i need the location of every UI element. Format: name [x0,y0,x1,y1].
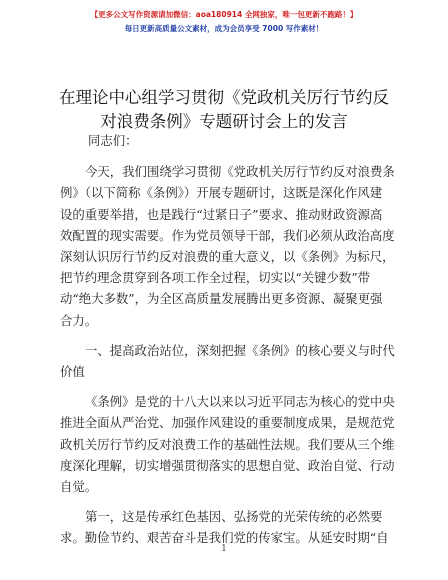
page-number: 1 [221,544,227,554]
text-line: 第一，这是传承红色基因、弘扬党的光荣传统的必然要 [85,509,383,525]
text-line: 《条例》是党的十八大以来以习近平同志为核心的党中央 [85,394,395,410]
text-line: 设的重要举措，也是践行“过紧日子”要求、推动财政资源高 [60,206,383,222]
document-body [60,130,395,558]
text-line: 例》（以下简称《条例》）开展专题研讨，这既是深化作风建 [60,185,383,201]
text-line: 合力。 [60,312,98,328]
text-line: 把节约理念贯穿到各项工作全过程，切实以“关键少数”带 [60,270,371,286]
text-line: 今天，我们围绕学习贯彻《党政机关厉行节约反对浪费条 [85,164,395,180]
title-line-2: 对浪费条例》专题研讨会上的发言 [100,112,348,131]
promo-line-2: 每日更新高质量公文素材，成为会员享受 7000 写作素材！ [124,24,324,33]
text-line: 推进全面从严治党、加强作风建设的重要制度成果，是规范党 [60,415,395,431]
text-line: 效配置的现实需要。作为党员领导干部，我们必须从政治高度 [60,227,395,243]
salutation: 同志们： [88,133,138,148]
promo-line-1: 【更多公文写作资源请加微信：aoa180914 全网独家，唯一包更新不跑路！】 [90,10,358,19]
text-line: 动“绝大多数”，为全区高质量发展腾出更多资源、凝聚更强 [60,291,383,307]
text-line: 求。勤俭节约、艰苦奋斗是我们党的传家宝。从延安时期“自 [60,530,389,546]
paragraph-first-point [60,506,392,548]
paragraph-regulation [60,391,395,497]
heading-line: 价值 [60,364,85,380]
text-line: 自觉。 [60,479,98,495]
document-title [0,86,448,134]
heading-line: 一、提高政治站位，深刻把握《条例》的核心要义与时代 [85,342,395,358]
text-line: 政机关厉行节约反对浪费工作的基础性法规。我们要从三个维 [60,436,395,452]
section-heading-1 [60,340,395,382]
promo-banner [0,8,448,36]
title-line-1: 在理论中心组学习贯彻《党政机关厉行节约反 [59,88,389,107]
text-line: 深刻认识厉行节约反对浪费的重大意义，以《条例》为标尺， [60,249,395,265]
paragraph-intro [60,161,395,331]
text-line: 度深化理解，切实增强贯彻落实的思想自觉、政治自觉、行动 [60,457,395,473]
